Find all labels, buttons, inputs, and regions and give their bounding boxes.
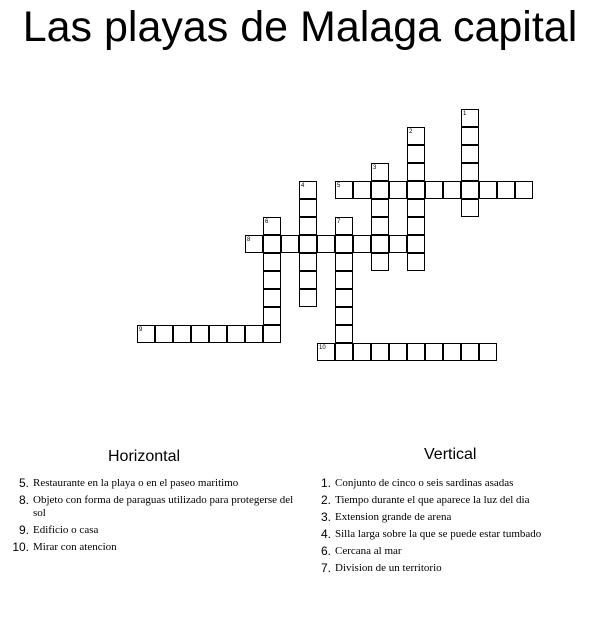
crossword-cell[interactable] [407,199,425,217]
clue-text: Objeto con forma de paraguas utilizado para protegerse del sol [33,494,294,519]
crossword-cell[interactable] [371,253,389,271]
cell-number: 6 [265,219,269,225]
crossword-cell[interactable] [371,217,389,235]
cell-number: 9 [139,327,143,333]
crossword-cell[interactable] [335,235,353,253]
crossword-cell[interactable] [389,343,407,361]
across-heading: Horizontal [108,448,181,465]
crossword-cell[interactable] [263,271,281,289]
crossword-cell[interactable] [479,343,497,361]
cell-number: 3 [373,165,377,171]
crossword-cell[interactable] [407,163,425,181]
down-clue [312,494,597,507]
down-clue [312,477,597,490]
down-clue [312,545,597,558]
cell-number: 2 [409,129,413,135]
across-clue [10,524,295,537]
clue-number: 5. [18,476,29,490]
crossword-cell[interactable] [371,343,389,361]
crossword-cell[interactable] [515,181,533,199]
clue-text: Tiempo durante el que aparece la luz del dia [335,494,530,506]
crossword-cell[interactable] [407,235,425,253]
crossword-cell[interactable] [155,325,173,343]
crossword-cell[interactable] [371,235,389,253]
crossword-cell[interactable] [263,307,281,325]
crossword-cell[interactable] [371,199,389,217]
across-clue-list [10,477,295,558]
across-clue [10,541,295,554]
cell-number: 1 [463,111,467,117]
crossword-cell[interactable] [425,181,443,199]
crossword-cell[interactable] [407,217,425,235]
crossword-cell[interactable] [317,235,335,253]
crossword-cell[interactable] [443,181,461,199]
cell-number: 8 [247,237,251,243]
crossword-cell[interactable] [479,181,497,199]
cell-number: 7 [337,219,341,225]
clue-text: Cercana al mar [335,545,402,557]
crossword-cell[interactable] [335,307,353,325]
across-clue [10,477,295,490]
crossword-cell[interactable] [335,253,353,271]
clue-number: 10. [12,540,29,554]
crossword-cell[interactable] [335,343,353,361]
crossword-cell[interactable] [407,253,425,271]
clue-number: 3. [320,510,331,524]
crossword-cell[interactable] [299,217,317,235]
cell-number: 10 [319,345,326,351]
clue-number: 4. [320,527,331,541]
crossword-cell[interactable] [299,253,317,271]
clue-number: 8. [18,493,29,507]
crossword-cell[interactable] [461,163,479,181]
down-clue-list [312,477,597,579]
crossword-cell[interactable] [227,325,245,343]
crossword-cell[interactable] [191,325,209,343]
crossword-cell[interactable] [263,289,281,307]
crossword-cell[interactable] [335,325,353,343]
crossword-cell[interactable] [209,325,227,343]
clue-text: Extension grande de arena [335,511,452,523]
crossword-cell[interactable] [335,289,353,307]
clue-number: 9. [18,523,29,537]
crossword-cell[interactable] [353,181,371,199]
clue-text: Conjunto de cinco o seis sardinas asadas [335,477,514,489]
crossword-cell[interactable] [443,343,461,361]
clue-number: 6. [320,544,331,558]
crossword-cell[interactable] [335,271,353,289]
clue-text: Mirar con atencion [33,541,117,553]
crossword-cell[interactable] [245,325,263,343]
crossword-cell[interactable] [497,181,515,199]
crossword-cell[interactable] [407,145,425,163]
crossword-cell[interactable] [281,235,299,253]
cell-number: 4 [301,183,305,189]
crossword-cell[interactable] [407,181,425,199]
crossword-cell[interactable] [425,343,443,361]
clue-text: Silla larga sobre la que se puede estar tumbado [335,528,542,540]
crossword-cell[interactable] [461,145,479,163]
crossword-cell[interactable] [299,289,317,307]
cell-number: 5 [337,183,341,189]
crossword-cell[interactable] [353,235,371,253]
crossword-cell[interactable] [389,235,407,253]
crossword-cell[interactable] [461,127,479,145]
clue-text: Division de un territorio [335,562,442,574]
crossword-cell[interactable] [407,343,425,361]
down-clue [312,528,597,541]
crossword-cell[interactable] [263,253,281,271]
crossword-cell[interactable] [263,235,281,253]
clue-number: 7. [320,561,331,575]
crossword-cell[interactable] [461,199,479,217]
crossword-cell[interactable] [173,325,191,343]
crossword-cell[interactable] [299,235,317,253]
crossword-cell[interactable] [371,181,389,199]
puzzle-title: Las playas de Malaga capital [22,3,578,51]
clue-text: Edificio o casa [33,524,99,536]
crossword-cell[interactable] [299,271,317,289]
down-heading: Vertical [424,446,477,463]
clue-text: Restaurante en la playa o en el paseo maritimo [33,477,239,489]
clue-number: 2. [320,493,331,507]
down-clue [312,562,597,575]
crossword-cell[interactable] [263,325,281,343]
crossword-cell[interactable] [461,343,479,361]
crossword-cell[interactable] [461,181,479,199]
down-clue [312,511,597,524]
crossword-cell[interactable] [353,343,371,361]
crossword-cell[interactable] [299,199,317,217]
across-clue [10,494,295,520]
crossword-cell[interactable] [389,181,407,199]
clue-number: 1. [320,476,331,490]
